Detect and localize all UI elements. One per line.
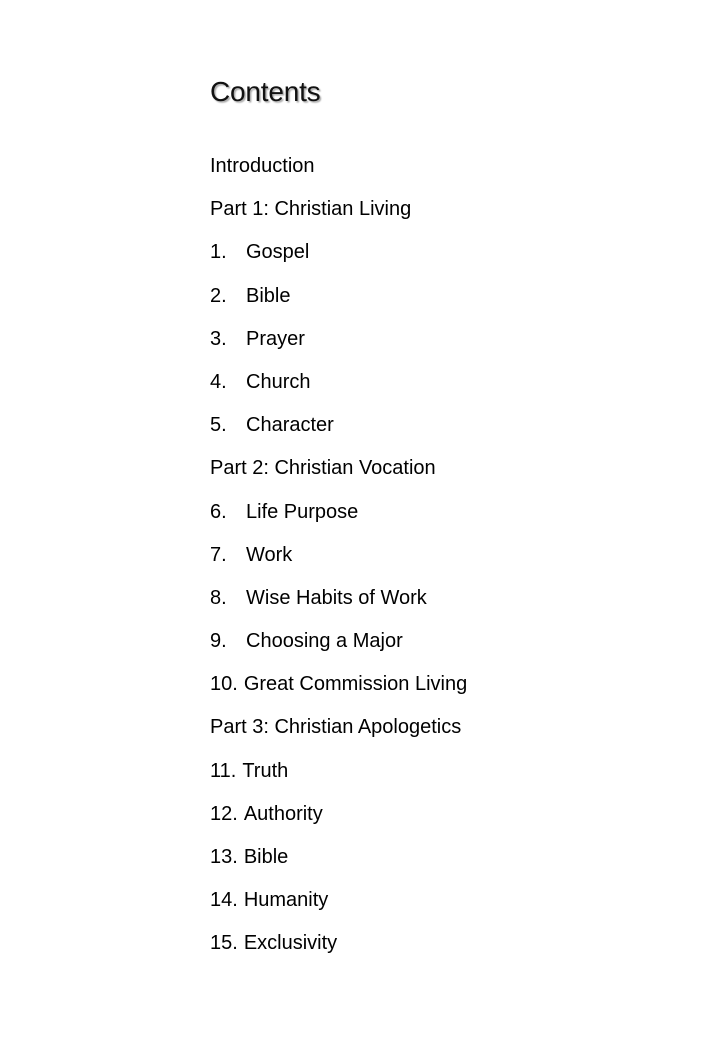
toc-entry-number: 10. — [210, 673, 238, 696]
toc-entry-number: 6. — [210, 500, 227, 523]
toc-entry-number: 8. — [210, 586, 227, 609]
toc-chapter-entry — [210, 236, 467, 279]
toc-chapter-entry — [210, 582, 467, 625]
toc-chapter-entry — [210, 280, 467, 323]
toc-entry-label: Exclusivity — [243, 932, 338, 955]
toc-part-heading — [210, 193, 467, 236]
toc-entry-number: 9. — [210, 630, 227, 653]
toc-entry-number: 7. — [210, 543, 227, 566]
toc-entry-label: Great Commission Living — [243, 673, 468, 696]
toc-entry-label: Part 2: Christian Vocation — [210, 457, 436, 480]
toc-chapter-entry — [210, 798, 467, 841]
toc-chapter-entry — [210, 841, 467, 884]
toc-entry-label: Gospel — [246, 241, 310, 264]
toc-chapter-entry — [210, 884, 467, 927]
toc-entry-number: 13. — [210, 846, 238, 868]
toc-entry-label: Prayer — [246, 327, 305, 350]
toc-section-entry — [210, 150, 467, 193]
toc-entry-label: Church — [246, 370, 311, 393]
table-of-contents — [210, 150, 467, 971]
toc-entry-number: 12. — [210, 802, 238, 825]
toc-chapter-entry — [210, 668, 467, 711]
toc-entry-label: Bible — [246, 284, 291, 307]
toc-entry-number: 15. — [210, 932, 238, 955]
toc-entry-label: Work — [246, 543, 293, 566]
toc-entry-label: Part 1: Christian Living — [210, 198, 412, 221]
toc-entry-label: Humanity — [243, 889, 329, 912]
toc-chapter-entry — [210, 539, 467, 582]
toc-entry-label: Choosing a Major — [246, 630, 403, 653]
toc-chapter-entry — [210, 625, 467, 668]
toc-chapter-entry — [210, 496, 467, 539]
toc-part-heading — [210, 452, 467, 495]
toc-entry-label: Bible — [243, 846, 289, 868]
toc-entry-label: Life Purpose — [246, 500, 359, 523]
toc-entry-number: 2. — [210, 284, 227, 307]
toc-entry-label: Character — [246, 414, 334, 437]
toc-entry-label: Introduction — [210, 155, 315, 177]
toc-entry-label: Authority — [243, 802, 323, 825]
toc-chapter-entry — [210, 927, 467, 970]
toc-entry-number: 1. — [210, 241, 227, 264]
toc-entry-number: 3. — [210, 327, 227, 350]
toc-entry-label: Part 3: Christian Apologetics — [210, 716, 462, 739]
page-title: Contents — [210, 76, 321, 107]
toc-entry-number: 14. — [210, 889, 238, 912]
toc-entry-label: Wise Habits of Work — [246, 586, 427, 609]
toc-entry-label: Truth — [242, 759, 289, 782]
toc-entry-number: 11. — [210, 759, 237, 782]
toc-chapter-entry — [210, 323, 467, 366]
toc-chapter-entry — [210, 366, 467, 409]
toc-entry-number: 4. — [210, 370, 227, 393]
toc-part-heading — [210, 711, 467, 754]
toc-entry-number: 5. — [210, 414, 227, 437]
toc-chapter-entry — [210, 755, 467, 798]
toc-chapter-entry — [210, 409, 467, 452]
